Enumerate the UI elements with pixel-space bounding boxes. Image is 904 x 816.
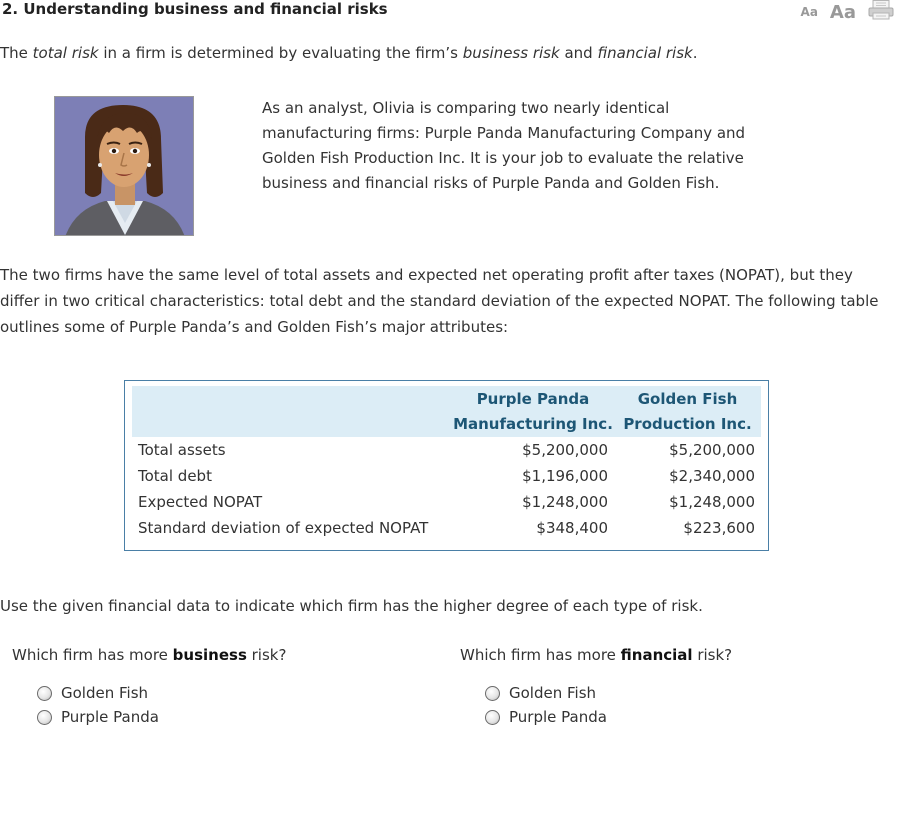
- radio-purple-panda-business[interactable]: [37, 710, 52, 725]
- cell-golden-fish: $1,248,000: [669, 493, 755, 511]
- cell-purple-panda: $1,248,000: [522, 493, 608, 511]
- analyst-avatar: [54, 96, 194, 236]
- financial-option-purple-panda[interactable]: Purple Panda: [485, 708, 732, 726]
- description-paragraph: The two firms have the same level of total assets and expected net operating profit after taxes (NOPAT), but they differ in two critical characteristics: total debt and the standard deviation of the expected NOPAT. The following table outlines some of Purple Panda’s and Golden Fish’s major attributes:: [0, 266, 879, 336]
- cell-golden-fish: $5,200,000: [669, 441, 755, 459]
- table-row: [132, 515, 761, 541]
- attributes-table: [132, 386, 761, 541]
- radio-purple-panda-financial[interactable]: [485, 710, 500, 725]
- cell-purple-panda: $1,196,000: [522, 467, 608, 485]
- financial-risk-question: [460, 646, 732, 726]
- table-header-row: [132, 386, 761, 437]
- business-risk-prompt: Which firm has more business risk?: [12, 646, 287, 664]
- question-title: 2. Understanding business and financial risks: [2, 0, 388, 18]
- scenario-text: As an analyst, Olivia is comparing two nearly identical manufacturing firms: Purple Panda Manufacturing Company and Golden Fish Production Inc. It is your job to evaluate the relative business and financial risks of Purple Panda and Golden Fish.: [262, 99, 746, 192]
- increase-font-button[interactable]: Aa: [829, 1, 856, 23]
- cell-purple-panda: $348,400: [536, 519, 608, 537]
- attributes-table-box: [124, 380, 769, 551]
- row-label: Expected NOPAT: [138, 493, 263, 511]
- print-button[interactable]: [868, 0, 894, 24]
- radio-golden-fish-business[interactable]: [37, 686, 52, 701]
- row-label: Standard deviation of expected NOPAT: [138, 519, 429, 537]
- row-label: Total assets: [138, 441, 226, 459]
- header-purple-panda: Purple Panda Manufacturing Inc.: [453, 390, 613, 433]
- cell-golden-fish: $2,340,000: [669, 467, 755, 485]
- table-row: [132, 463, 761, 489]
- instruction-text: Use the given financial data to indicate which firm has the higher degree of each type of risk.: [0, 597, 703, 615]
- row-label: Total debt: [138, 467, 212, 485]
- financial-option-golden-fish[interactable]: Golden Fish: [485, 684, 732, 702]
- business-option-golden-fish[interactable]: Golden Fish: [37, 684, 286, 702]
- business-option-purple-panda[interactable]: Purple Panda: [37, 708, 286, 726]
- table-row: [132, 489, 761, 515]
- toolbar: [801, 0, 894, 24]
- financial-risk-prompt: Which firm has more financial risk?: [460, 646, 733, 664]
- intro-text: The total risk in a firm is determined by evaluating the firm’s business risk and financial risk.: [0, 44, 698, 62]
- print-icon: [868, 0, 894, 20]
- radio-golden-fish-financial[interactable]: [485, 686, 500, 701]
- header-blank: [132, 386, 452, 437]
- decrease-font-button[interactable]: Aa: [800, 5, 818, 19]
- cell-purple-panda: $5,200,000: [522, 441, 608, 459]
- table-row: [132, 437, 761, 463]
- cell-golden-fish: $223,600: [683, 519, 755, 537]
- business-risk-question: [12, 646, 286, 726]
- header-golden-fish: Golden Fish Production Inc.: [623, 390, 752, 433]
